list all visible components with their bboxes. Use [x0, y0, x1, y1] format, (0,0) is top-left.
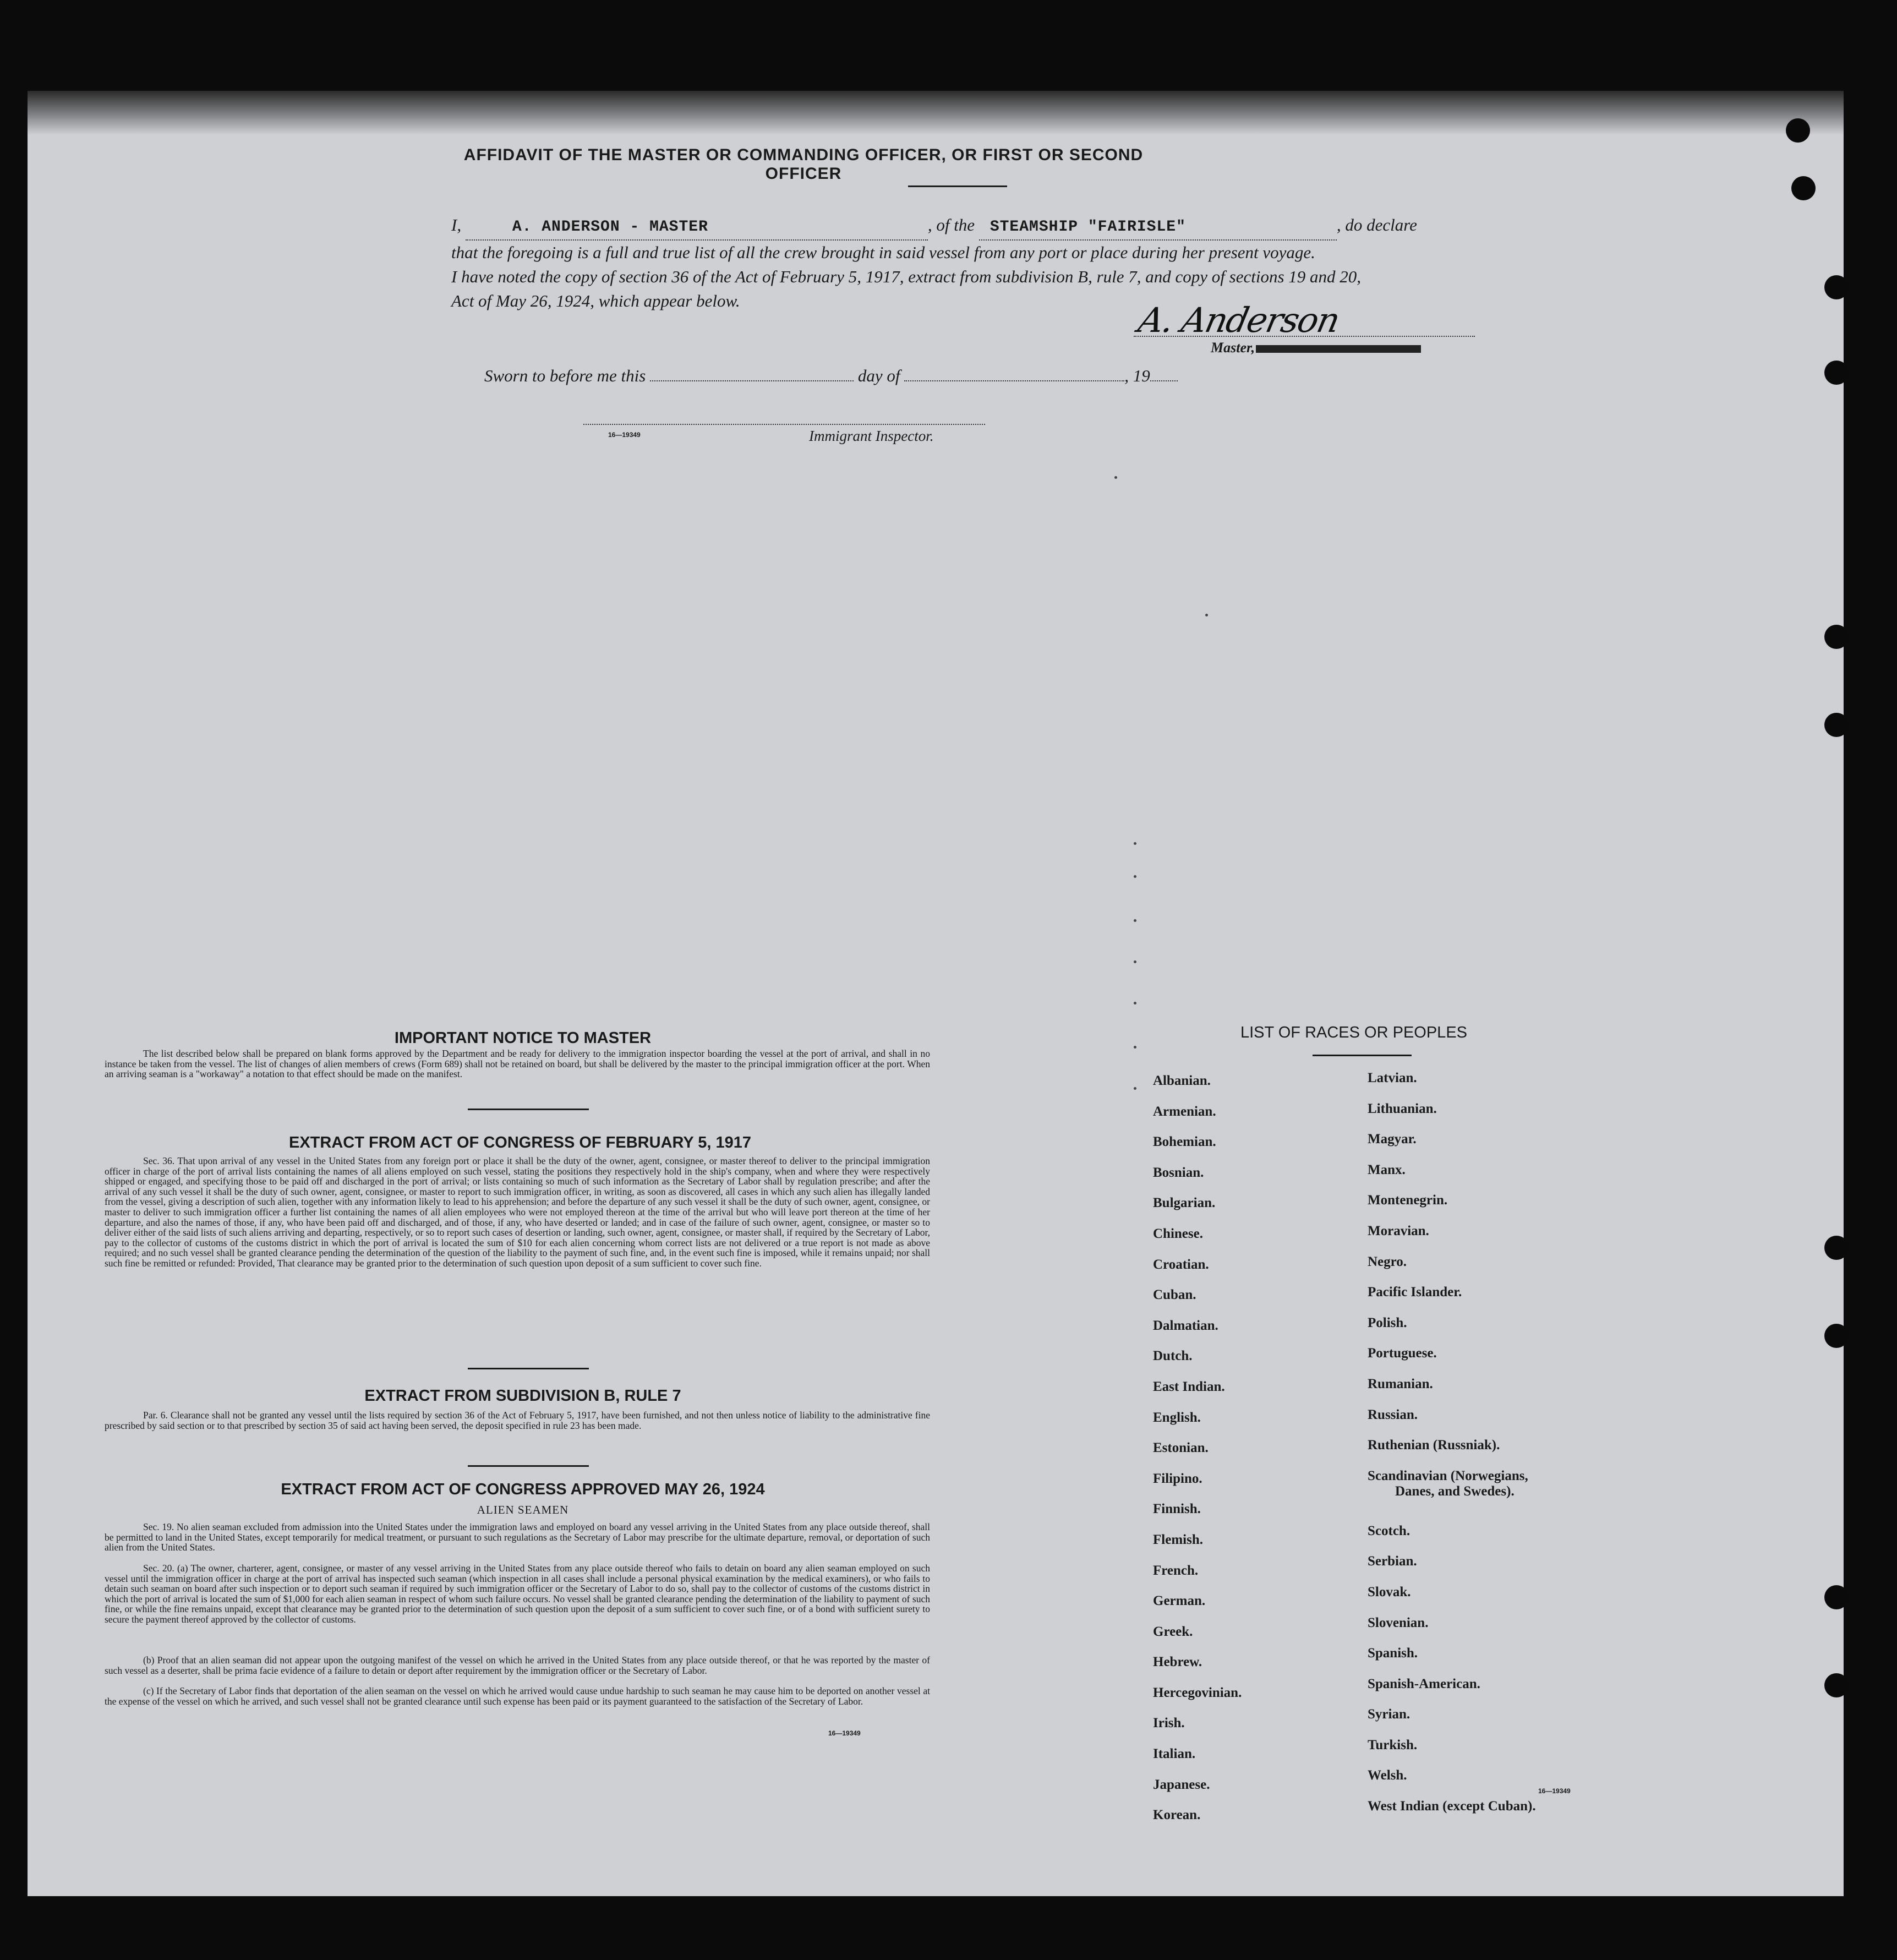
scan-speck — [1134, 919, 1136, 922]
race-item: Armenian. — [1153, 1104, 1216, 1119]
race-item: Turkish. — [1368, 1737, 1418, 1752]
scan-speck — [1134, 1087, 1136, 1090]
divider — [1313, 1055, 1412, 1056]
scan-speck — [1114, 476, 1117, 479]
race-item: Lithuanian. — [1368, 1101, 1437, 1116]
scan-speck — [1134, 960, 1136, 963]
declaration-line-3: I have noted the copy of section 36 of the Act of February 5, 1917, extract from subdivision B, rule 7, and copy of sections 19 and 20, — [451, 267, 1362, 286]
races-column-1 — [1153, 1073, 1242, 1838]
scan-speck — [1205, 614, 1208, 616]
binder-hole — [1824, 361, 1849, 385]
sworn-month-field[interactable] — [904, 380, 1124, 381]
struck-out-text — [1256, 345, 1421, 353]
master-name-field[interactable]: A. ANDERSON - MASTER — [466, 213, 928, 241]
race-item: French. — [1153, 1563, 1199, 1578]
binder-hole — [1824, 1324, 1849, 1348]
races-column-2 — [1368, 1071, 1536, 1830]
extract-1917-title: EXTRACT FROM ACT OF CONGRESS OF FEBRUARY 5, 1917 — [288, 1134, 752, 1151]
race-item: Cuban. — [1153, 1287, 1196, 1303]
divider — [468, 1109, 589, 1110]
race-item: West Indian (except Cuban). — [1368, 1799, 1536, 1814]
vessel-name-field[interactable]: STEAMSHIP "FAIRISLE" — [979, 213, 1337, 241]
section-20b: (b) Proof that an alien seaman did not appear upon the outgoing manifest of the vessel on which he arrived in the United States from any place outside thereof, or that he was reported by the master of such vessel as a deserter, shall be prima facie evidence of a failure to detain or deport after requirement by the immigration officer or the Secretary of Labor. — [105, 1655, 930, 1676]
binder-hole — [1824, 713, 1849, 737]
race-item: Greek. — [1153, 1624, 1193, 1639]
race-item: Dutch. — [1153, 1348, 1193, 1364]
section-19: Sec. 19. No alien seaman excluded from admission into the United States under the immigration laws and employed on board any vessel arriving in the United States from any place outside thereof, shall be permitted to land in the United States, except temporarily for medical treatment, or pursuant to such regulations as the Secretary of Labor may prescribe for the ultimate departure, removal, or deportation of such alien from the United States. — [105, 1521, 930, 1553]
race-item: Japanese. — [1153, 1777, 1210, 1792]
declaration-line-2: that the foregoing is a full and true list of all the crew brought in said vessel from any port or place during her present voyage. — [451, 243, 1315, 262]
binder-hole — [1824, 625, 1849, 649]
race-item: Polish. — [1368, 1315, 1407, 1330]
binder-hole — [1824, 1585, 1849, 1609]
sworn-day-field[interactable] — [650, 380, 854, 381]
sworn-year-field[interactable] — [1150, 380, 1178, 381]
scan-top-shadow — [28, 91, 1844, 135]
races-title: LIST OF RACES OR PEOPLES — [1240, 1024, 1468, 1041]
race-item: Chinese. — [1153, 1226, 1203, 1241]
of-the-text: , of the — [927, 215, 975, 234]
binder-hole — [1791, 176, 1816, 200]
race-item: Dalmatian. — [1153, 1318, 1218, 1333]
signature-line — [1134, 336, 1475, 337]
alien-seamen-subtitle: ALIEN SEAMEN — [477, 1503, 569, 1516]
signature-title: Master, — [1211, 340, 1421, 356]
divider — [468, 1368, 589, 1369]
race-item: Finnish. — [1153, 1502, 1201, 1517]
declaration-text — [451, 213, 1513, 313]
master-signature: A. Anderson — [1135, 300, 1343, 340]
binder-hole — [1824, 1236, 1849, 1260]
race-item: Syrian. — [1368, 1707, 1411, 1722]
extract-1924-title: EXTRACT FROM ACT OF CONGRESS APPROVED MAY 26, 1924 — [281, 1481, 765, 1498]
race-item: Slovenian. — [1368, 1615, 1429, 1630]
race-item: Albanian. — [1153, 1073, 1211, 1088]
inspector-signature-line[interactable] — [583, 424, 985, 425]
race-item: Manx. — [1368, 1162, 1406, 1177]
race-item: Irish. — [1153, 1716, 1185, 1731]
race-item: German. — [1153, 1593, 1206, 1609]
race-item: Filipino. — [1153, 1471, 1202, 1486]
scan-speck — [1134, 1002, 1136, 1004]
binder-hole — [1786, 118, 1810, 143]
race-item: Ruthenian (Russniak). — [1368, 1438, 1500, 1453]
subdivision-title: EXTRACT FROM SUBDIVISION B, RULE 7 — [364, 1387, 681, 1405]
section-20a: Sec. 20. (a) The owner, charterer, agent, consignee, or master of any vessel arriving in the United States from any place outside thereof who fails to detain on board any alien seaman employed on such vessel until the immigration officer in charge at the port of arrival has inspected such seaman (which inspection in all cases shall include a personal physical examination by the medical examiners), or who fails to detain such seaman on board after such inspection or to deport such seaman if required by such immigration officer or the Secretary of Labor to do so, shall pay to the collector of customs of the customs district in which the port of arrival is located the sum of $1,000 for each alien seaman in respect of whom such failure occurs. No vessel shall be granted clearance pending the determination of the liability to payment of such fine, or while the fine remains unpaid, except that clearance may be granted prior to the determination of such question upon the deposit of a sum sufficient to cover such fine, or of a bond with sufficient surety to secure the payment thereof approved by the collector of customs. — [105, 1563, 930, 1625]
binder-hole — [1824, 1673, 1849, 1697]
race-item: Serbian. — [1368, 1554, 1417, 1569]
inspector-label: Immigrant Inspector. — [809, 428, 934, 444]
notice-title: IMPORTANT NOTICE TO MASTER — [394, 1029, 652, 1047]
extract-1917-body: Sec. 36. That upon arrival of any vessel in the United States from any foreign port or place it shall be the duty of the owner, agent, consignee, or master thereof to deliver to the principal immigration officer in charge of the port of arrival lists containing the names of all aliens employed on such vessel, stating the positions they respectively hold in the ship's company, when and where they were respectively shipped or engaged, and specifying those to be paid off and discharged in the port of arrival; or lists containing so much of such information as the Secretary of Labor shall by regulation prescribe; and after the arrival of any such vessel it shall be the duty of such owner, agent, consignee, or master to report to such immigration officer, in writing, as soon as discovered, all cases in which any such alien has illegally landed from the vessel, giving a description of such alien, together with any information likely to lead to his apprehension; and before the departure of any such vessel it shall be the duty of such owner, agent, consignee, or master to deliver to such immigration officer a further list containing the names of all alien employees who were not employed thereon at the time of the arrival but who will leave port thereon at the time of her departure, and also the names of those, if any, who have been paid off and discharged, and of those, if any, who have deserted or landed; and in case of the failure of such owner, agent, consignee, or master so to deliver either of the said lists of such aliens arriving and departing, respectively, or so to report such cases of desertion or landing, such owner, agent, consignee, or master shall, if required by the Secretary of Labor, pay to the collector of customs of the customs district in which the port of arrival is located the sum of $10 for each alien concerning whom correct lists are not delivered or a true report is not made as above required; and no such vessel shall be granted clearance pending the determination of the question of the liability to the payment of such fine, and, in the event such fine is imposed, while it remains unpaid; nor shall such fine be remitted or refunded: Provided, That clearance may be granted prior to the determination of such question upon deposit of a sum sufficient to cover such fine. — [105, 1155, 930, 1269]
form-number: 16—19349 — [1538, 1787, 1571, 1795]
race-item: Russian. — [1368, 1407, 1418, 1422]
sworn-statement: Sworn to before me this day of , 19 — [484, 366, 1178, 386]
divider — [468, 1465, 589, 1467]
race-item: Latvian. — [1368, 1071, 1417, 1085]
i-prefix: I, — [451, 215, 462, 234]
race-item: Scandinavian (Norwegians, Danes, and Swedes). — [1368, 1468, 1528, 1499]
race-item: Bulgarian. — [1153, 1195, 1216, 1211]
race-item: Portuguese. — [1368, 1346, 1437, 1361]
race-item: Bohemian. — [1153, 1134, 1216, 1150]
race-item: Estonian. — [1153, 1440, 1209, 1456]
notice-body: The list described below shall be prepared on blank forms approved by the Department and be ready for delivery to the immigration inspector boarding the vessel at the port of arrival, and shall in no instance be taken from the vessel. The list of changes of alien members of crews (Form 689) shall not be retained on board, but shall be delivered by the master to the principal immigration officer at the port. When an arriving seaman is a "workaway" a notation to that effect should be made on the manifest. — [105, 1048, 930, 1080]
race-item: Magyar. — [1368, 1132, 1417, 1147]
scan-speck — [1134, 875, 1136, 878]
race-item: East Indian. — [1153, 1379, 1225, 1394]
form-number: 16—19349 — [828, 1729, 861, 1737]
declaration-line-4: Act of May 26, 1924, which appear below. — [451, 291, 740, 310]
section-20c: (c) If the Secretary of Labor finds that deportation of the alien seaman on the vessel on which he arrived would cause undue hardship to such seaman he may cause him to be deported on another vessel at the expense of the vessel on which he arrived, and such vessel shall not be granted clearance until such expense has been paid or its payment guaranteed to the satisfaction of the Secretary of Labor. — [105, 1685, 930, 1707]
subdivision-body: Par. 6. Clearance shall not be granted any vessel until the lists required by section 36 of the Act of February 5, 1917, have been furnished, and not then unless notice of liability to the administrative fine prescribed by said section or to that prescribed by section 35 of said act having been served, the deposit specified in rule 23 has been made. — [105, 1410, 930, 1431]
race-item: Spanish. — [1368, 1646, 1418, 1661]
race-item: Italian. — [1153, 1746, 1196, 1762]
affidavit-title: AFFIDAVIT OF THE MASTER OR COMMANDING OFFICER, OR FIRST OR SECOND OFFICER — [463, 146, 1144, 183]
race-item: Korean. — [1153, 1808, 1201, 1823]
race-item: Slovak. — [1368, 1584, 1411, 1599]
race-item: Welsh. — [1368, 1768, 1407, 1783]
race-item: Hercegovinian. — [1153, 1685, 1242, 1700]
race-item: Flemish. — [1153, 1532, 1203, 1547]
race-item: Rumanian. — [1368, 1376, 1433, 1391]
race-item: English. — [1153, 1410, 1201, 1425]
race-item: Hebrew. — [1153, 1655, 1202, 1670]
race-item: Croatian. — [1153, 1257, 1209, 1272]
race-item: Negro. — [1368, 1254, 1407, 1269]
do-declare-text: , do declare — [1336, 215, 1417, 234]
divider — [908, 185, 1007, 187]
form-number: 16—19349 — [608, 431, 641, 439]
binder-hole — [1824, 275, 1849, 299]
race-item: Scotch. — [1368, 1523, 1411, 1538]
scan-speck — [1134, 1046, 1136, 1049]
scan-speck — [1134, 842, 1136, 845]
race-item: Montenegrin. — [1368, 1193, 1448, 1208]
race-item: Moravian. — [1368, 1223, 1429, 1238]
race-item: Bosnian. — [1153, 1165, 1204, 1180]
race-item: Pacific Islander. — [1368, 1285, 1462, 1300]
race-item: Spanish-American. — [1368, 1676, 1480, 1691]
document-page — [28, 91, 1844, 1896]
